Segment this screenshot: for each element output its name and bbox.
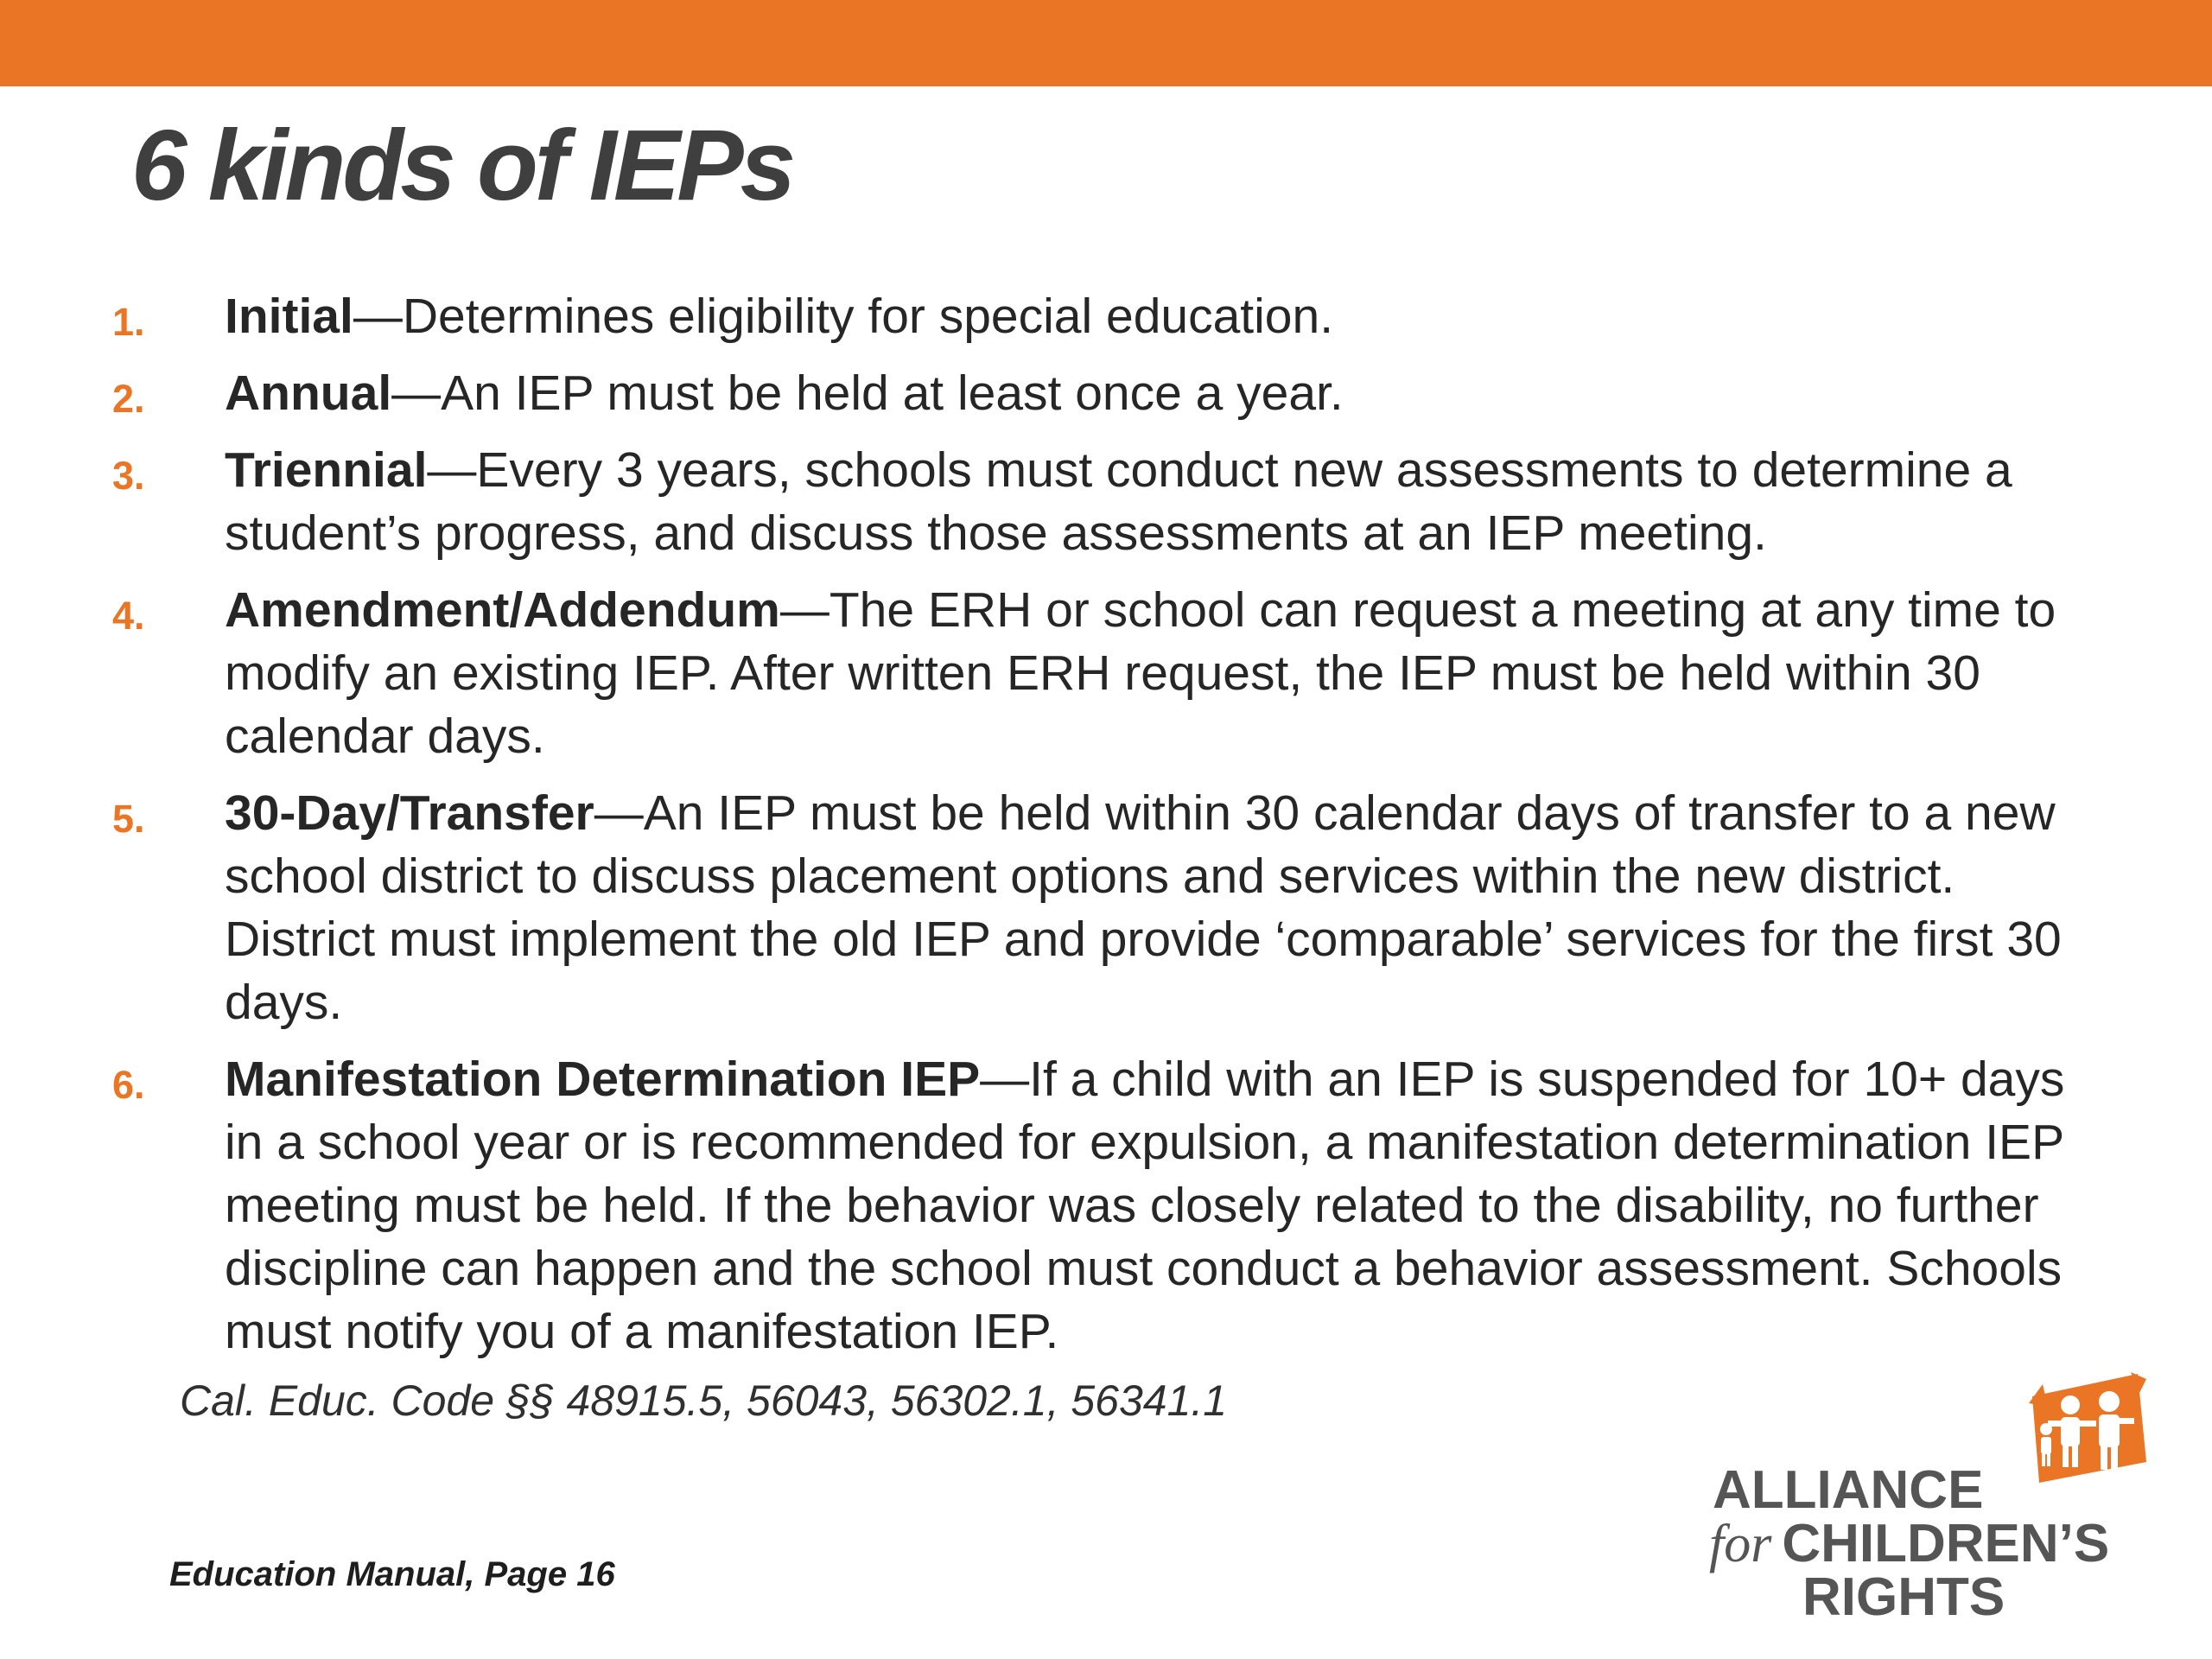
list-item-number: 2.	[112, 377, 145, 421]
list-item-term: Annual	[225, 365, 392, 421]
list-item-term: 30-Day/Transfer	[225, 785, 594, 841]
list-item-text: —If a child with an IEP is suspended for 10+ days in a school year or is recommended for expulsion, a manifestation determination IEP meeting must be held. If the behavior was closely related to the disability, no further discipline can happen and the school must conduct a behavior assessment. Schools must notify you of a manifestation IEP.	[225, 1052, 2065, 1359]
logo-text-childrens	[1709, 1514, 2110, 1573]
top-accent-bar	[0, 0, 2212, 86]
list-item-term: Amendment/Addendum	[225, 582, 780, 638]
iep-kinds-list	[111, 285, 2098, 1377]
list-item	[111, 362, 2098, 425]
list-item	[111, 285, 2098, 348]
list-item-number: 5.	[112, 797, 145, 841]
list-item	[111, 1048, 2098, 1363]
list-item-text: —Every 3 years, schools must conduct new assessments to determine a student’s progress, and discuss those assessments at an IEP meeting.	[225, 442, 2012, 561]
list-item-number: 4.	[112, 594, 145, 638]
list-item-term: Manifestation Determination IEP	[225, 1052, 981, 1107]
logo-text-rights: RIGHTS	[1802, 1567, 2005, 1627]
children-family-icon	[2027, 1372, 2148, 1484]
legal-citation: Cal. Educ. Code §§ 48915.5, 56043, 56302.1, 56341.1	[180, 1376, 1228, 1425]
list-item	[111, 579, 2098, 768]
logo-text-childrens-word: CHILDREN’S	[1782, 1514, 2110, 1573]
list-item-text: —An IEP must be held at least once a year.	[391, 365, 1344, 421]
logo-text-for: for	[1709, 1515, 1772, 1573]
list-item	[111, 439, 2098, 565]
list-item-text: —An IEP must be held within 30 calendar days of transfer to a new school district to discuss placement options and services within the new district. District must implement the old IEP and provide ‘comparable’ services for the first 30 days.	[225, 785, 2062, 1030]
list-item-number: 1.	[112, 300, 145, 344]
list-item-term: Initial	[225, 289, 353, 344]
list-item-number: 6.	[112, 1063, 145, 1107]
logo-text-alliance: ALLIANCE	[1713, 1460, 1984, 1520]
alliance-logo	[1709, 1372, 2176, 1627]
list-item	[111, 782, 2098, 1034]
list-item-text: —Determines eligibility for special education.	[353, 289, 1334, 344]
list-item-term: Triennial	[225, 442, 428, 498]
slide-title: 6 kinds of IEPs	[131, 109, 793, 221]
list-item-number: 3.	[112, 454, 145, 498]
manual-page-reference: Education Manual, Page 16	[169, 1555, 615, 1593]
list-item-text: —The ERH or school can request a meeting at any time to modify an existing IEP. After written ERH request, the IEP must be held within 30 calendar days.	[225, 582, 2056, 764]
